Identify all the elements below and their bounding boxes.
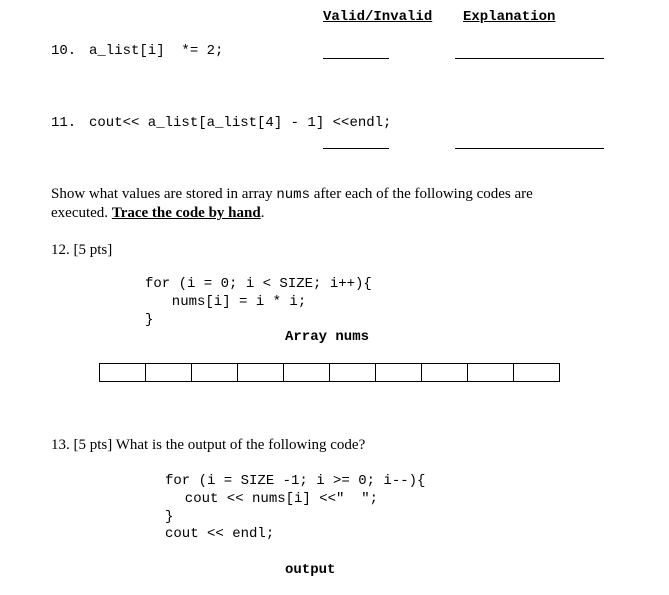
- instructions-text: .: [260, 205, 265, 221]
- instructions-emphasis: Trace the code by hand: [111, 205, 261, 221]
- instructions-line2: [51, 204, 264, 223]
- q12-code-line1: for (i = 0; i < SIZE; i++){: [145, 276, 372, 292]
- q13-code-line4: cout << endl;: [165, 526, 275, 542]
- instructions-code-nums: nums: [276, 187, 310, 203]
- array-cell[interactable]: [468, 364, 514, 382]
- q11-explanation-blank: [455, 148, 604, 149]
- array-cell[interactable]: [146, 364, 192, 382]
- q10-explanation-blank: [455, 58, 604, 59]
- array-cell[interactable]: [192, 364, 238, 382]
- array-nums-title: Array nums: [285, 329, 370, 345]
- q11-valid-blank: [323, 148, 389, 149]
- array-cell[interactable]: [376, 364, 422, 382]
- q12-code-line3: }: [145, 312, 154, 328]
- q13-label: 13. [5 pts] What is the output of the following code?: [51, 437, 366, 453]
- instructions-text: executed.: [51, 205, 112, 221]
- array-nums-table: [99, 363, 560, 382]
- q11-code: cout<< a_list[a_list[4] - 1] <<endl;: [89, 115, 392, 131]
- q12-label: 12. [5 pts]: [51, 242, 113, 258]
- q10-valid-blank: [323, 58, 389, 59]
- array-cell[interactable]: [284, 364, 330, 382]
- q10-number: 10.: [51, 43, 77, 59]
- array-cell[interactable]: [238, 364, 284, 382]
- q11-number: 11.: [51, 115, 77, 131]
- instructions-text: Show what values are stored in array: [51, 186, 277, 202]
- array-cell[interactable]: [100, 364, 146, 382]
- array-row: [100, 364, 560, 382]
- array-cell[interactable]: [422, 364, 468, 382]
- instructions-line1: [51, 185, 533, 205]
- q13-code-line2: cout << nums[i] <<" ";: [168, 491, 379, 507]
- q12-code-line2: nums[i] = i * i;: [155, 294, 307, 310]
- q13-code-line1: for (i = SIZE -1; i >= 0; i--){: [165, 473, 426, 489]
- q13-code-line3: }: [165, 509, 174, 525]
- header-explanation: Explanation: [463, 9, 556, 25]
- q10-code: a_list[i] *= 2;: [89, 43, 224, 59]
- array-cell[interactable]: [514, 364, 560, 382]
- header-valid-invalid: Valid/Invalid: [323, 9, 433, 25]
- instructions-text: after each of the following codes are: [309, 186, 533, 202]
- array-cell[interactable]: [330, 364, 376, 382]
- output-title: output: [285, 562, 336, 578]
